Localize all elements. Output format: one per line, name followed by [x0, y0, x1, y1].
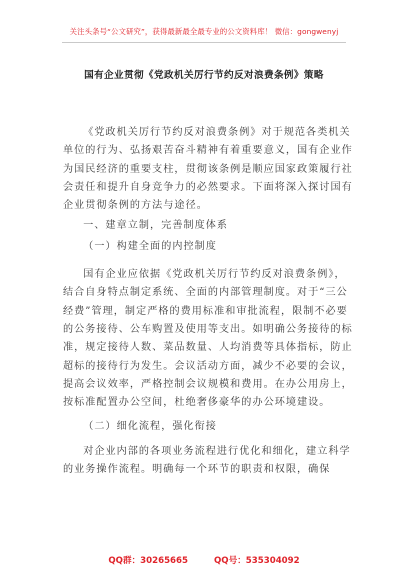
- document-body: [63, 124, 353, 479]
- qq-group-label: QQ群：30265665: [108, 556, 188, 566]
- section-heading-1: 一、建章立制，完善制度体系: [83, 220, 229, 232]
- paragraph-intro: 《党政机关厉行节约反对浪费条例》对于规范各类机关单位的行为、弘扬艰苦奋斗精神有着重要意义，国有企业作为国民经济的重要支柱，贯彻该条例是顺应国家政策履行社会责任和提升自身竞争力的必然要求。下面将深入探讨国有企业贯彻条例的方法与途径。: [63, 127, 353, 212]
- subsection-heading-2: （二）细化流程，强化衔接: [83, 421, 217, 433]
- header-divider: [62, 42, 346, 43]
- document-title: 国有企业贯彻《党政机关厉行节约反对浪费条例》策略: [84, 70, 324, 81]
- paragraph-process: 对企业内部的各项业务流程进行优化和细化，建立科学的业务操作流程。明确每一个环节的职责和权限，确保: [63, 445, 351, 476]
- qq-number-label: QQ号：535304092: [214, 556, 300, 566]
- paragraph-internal-control: 国有企业应依据《党政机关厉行节约反对浪费条例》，结合自身特点制定系统、全面的内部管理制度。对于“三公经费”管理，制定严格的费用标准和审批流程，限制不必要的公务接待、公车购置及使用等支出。如明确公务接待的标准，规定接待人数、菜品数量、人均消费等具体指标，防止超标的接待行为发生。会议活动方面，减少不必要的会议，提高会议效率，严格控制会议规模和费用。在办公用房上，按标准配置办公空间，杜绝奢侈豪华的办公环境建设。: [63, 269, 353, 409]
- footer-contact: [0, 554, 408, 566]
- header-notice: 关注头条号“公文研究”，获得最新最全最专业的公文资料库！ 微信：gongwenyj: [69, 27, 339, 36]
- subsection-heading-1: （一）构建全面的内控制度: [83, 240, 217, 252]
